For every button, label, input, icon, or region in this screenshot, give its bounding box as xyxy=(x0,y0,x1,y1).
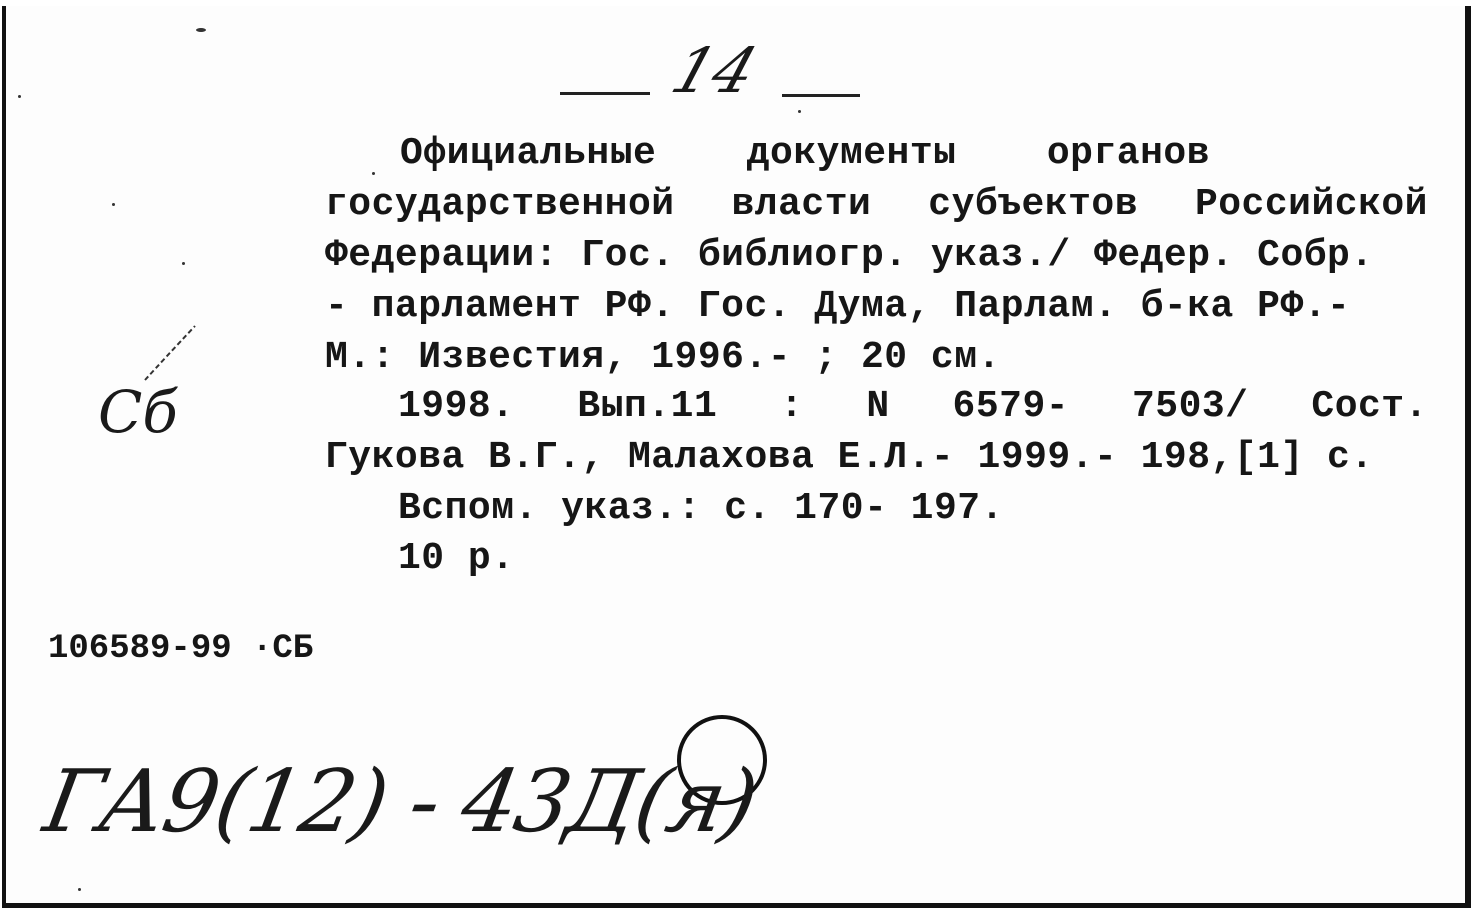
word: Вып.11 xyxy=(577,385,718,428)
volume-line-1 xyxy=(398,381,1428,432)
speck xyxy=(112,203,115,206)
handwritten-mark: Сб xyxy=(98,378,178,446)
word: : xyxy=(780,385,804,428)
word: Сост. xyxy=(1311,385,1428,428)
right-dash xyxy=(782,94,860,97)
speck xyxy=(196,28,206,32)
word: субъектов xyxy=(928,183,1138,226)
price: 10 р. xyxy=(398,537,515,580)
shelf-mark: ГА9(12) - 43Д(я) xyxy=(37,752,764,852)
word: 6579- xyxy=(952,385,1070,428)
left-dash xyxy=(560,92,650,95)
accession-number: 106589-99 ·СБ xyxy=(48,630,314,668)
page-number-group xyxy=(560,34,870,108)
speck xyxy=(372,172,375,175)
speck xyxy=(798,110,801,113)
speck xyxy=(18,95,21,98)
speck xyxy=(182,262,185,265)
title-line-5: М.: Известия, 1996.- ; 20 см. xyxy=(325,336,1001,379)
word: власти xyxy=(731,183,872,226)
word: Российской xyxy=(1194,183,1428,226)
word: государственной xyxy=(325,183,675,226)
word: N xyxy=(866,385,890,428)
title-line-3: Федерации: Гос. библиогр. указ./ Федер. Собр. xyxy=(325,234,1374,277)
word: органов xyxy=(1046,132,1210,175)
word: 7503/ xyxy=(1131,385,1249,428)
speck xyxy=(78,888,81,891)
title-line-1 xyxy=(400,128,1210,179)
index-note: Вспом. указ.: с. 170- 197. xyxy=(398,487,1004,530)
word: документы xyxy=(746,132,957,175)
word: Официальные xyxy=(400,132,657,175)
page-number: 14 xyxy=(663,34,766,107)
volume-line-2: Гукова В.Г., Малахова Е.Л.- 1999.- 198,[1] с. xyxy=(325,436,1374,479)
word: 1998. xyxy=(398,385,515,428)
title-line-2 xyxy=(325,179,1428,230)
title-line-4: - парламент РФ. Гос. Дума, Парлам. б-ка РФ.- xyxy=(325,285,1351,328)
